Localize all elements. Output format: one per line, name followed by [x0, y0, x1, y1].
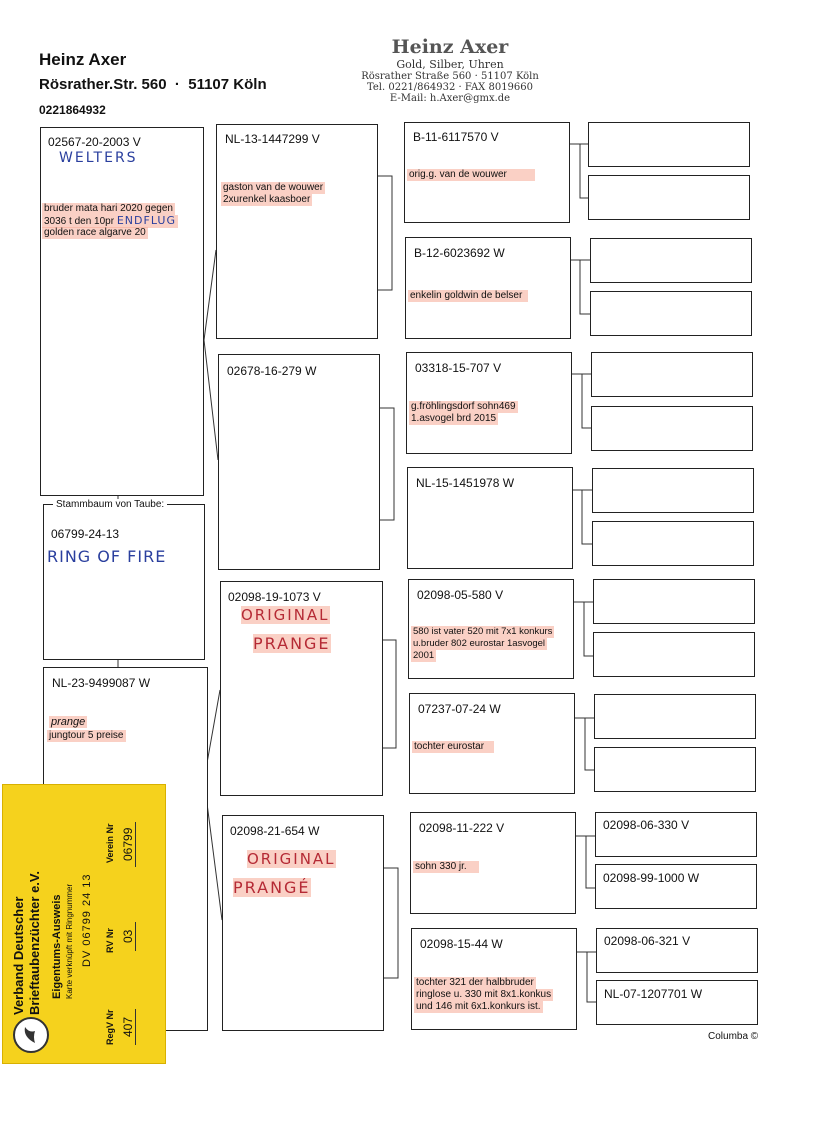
- gen4-box-2: [588, 175, 750, 220]
- gen4-box-1: [588, 122, 750, 167]
- connector-g3-3: [571, 374, 591, 428]
- gen2-4-hand-1: ORIGINAL: [247, 850, 336, 868]
- gen3-box-6: [409, 693, 575, 794]
- gen2-box-1: [216, 124, 378, 339]
- gen3-7-note-1: sohn 330 jr.: [413, 861, 479, 873]
- connector-g3-4: [572, 490, 592, 544]
- gen3-ring-2: B-12-6023692 W: [414, 246, 505, 260]
- card-regv-label: RegV Nr: [105, 1009, 115, 1045]
- dove-icon: [15, 1019, 47, 1051]
- gen3-box-7: [410, 812, 576, 914]
- gen3-ring-1: B-11-6117570 V: [413, 130, 499, 144]
- gen3-5-note-2: u.bruder 802 eurostar 1asvogel: [413, 638, 546, 649]
- ownership-card-rotated: [3, 785, 165, 1063]
- father-note-2-text: 3036 t den 10pr: [44, 216, 115, 227]
- card-logo: [13, 1017, 49, 1053]
- pigeon-label: Stammbaum von Taube:: [53, 499, 167, 510]
- gen2-3-hand-2: PRANGE: [253, 634, 331, 653]
- pigeon-box: [43, 499, 205, 660]
- gen3-box-5: [408, 579, 574, 679]
- connector-g3-7: [575, 836, 595, 888]
- connector-g2-4: [384, 868, 398, 978]
- gen3-3-note-2: 1.asvogel brd 2015: [411, 413, 497, 424]
- card-verein-label: Verein Nr: [105, 823, 115, 863]
- father-box: [40, 127, 204, 496]
- card-org-1: Verband Deutscher: [11, 896, 26, 1015]
- header-center-name: Heinz Axer: [391, 36, 509, 58]
- gen4-ring-16: NL-07-1207701 W: [604, 987, 703, 1001]
- gen2-1-note-2: 2xurenkel kaasboer: [223, 194, 311, 205]
- card-ring-number: DV 06799 24 13: [81, 873, 93, 967]
- pigeon-name: RING OF FIRE: [47, 547, 167, 566]
- gen3-1-note-1: orig.g. van de wouwer: [407, 169, 535, 181]
- gen2-ring-2: 02678-16-279 W: [227, 364, 317, 378]
- gen4-box-16: [596, 980, 758, 1025]
- gen3-3-note-1: g.fröhlingsdorf sohn469: [411, 401, 516, 412]
- gen4-box-12: [594, 747, 756, 792]
- gen3-box-3: [406, 352, 572, 454]
- gen3-5-note-1: 580 ist vater 520 mit 7x1 konkurs: [413, 626, 553, 637]
- header-center-email: E-Mail: h.Axer@gmx.de: [389, 93, 511, 104]
- gen4-ring-13: 02098-06-330 V: [603, 818, 690, 832]
- gen3-5-note-3: 2001: [413, 650, 435, 661]
- gen2-box-2: [218, 354, 380, 570]
- father-name: WELTERS: [59, 150, 138, 166]
- connector-g3-1: [570, 144, 588, 198]
- gen2-ring-3: 02098-19-1073 V: [228, 590, 321, 604]
- gen2-box-3: [220, 581, 383, 796]
- gen2-ring-1: NL-13-1447299 V: [225, 132, 320, 146]
- connector-g2-3: [382, 640, 396, 748]
- card-rv-label: RV Nr: [105, 928, 115, 953]
- connector-g2-1: [378, 176, 392, 290]
- gen4-box-9: [593, 579, 755, 624]
- gen4-box-14: [595, 864, 757, 909]
- gen2-3-hand-1: ORIGINAL: [241, 606, 330, 624]
- header-left-name: Heinz Axer: [39, 50, 127, 69]
- gen3-8-note-1: tochter 321 der halbbruder: [416, 977, 534, 988]
- card-org-2: Brieftaubenzüchter e.V.: [27, 870, 42, 1015]
- header-left-address: Rösrather.Str. 560 · 51107 Köln: [39, 76, 267, 93]
- header-left-phone: 0221864932: [39, 103, 106, 117]
- gen3-8-note-3: und 146 mit 6x1.konkurs ist.: [416, 1001, 541, 1012]
- connector-g3-5: [573, 602, 593, 656]
- gen2-1-note-1: gaston van de wouwer: [223, 182, 324, 193]
- ownership-card: [2, 784, 166, 1064]
- gen3-ring-8: 02098-15-44 W: [420, 937, 503, 951]
- gen4-box-13: [595, 812, 757, 857]
- footer-copyright: Columba ©: [708, 1031, 759, 1042]
- card-subtitle: Karte verknüpft mit Ringnummer: [65, 883, 74, 999]
- card-title: Eigentums-Ausweis: [51, 894, 63, 999]
- gen3-box-1: [404, 122, 570, 223]
- gen4-ring-14: 02098-99-1000 W: [603, 871, 700, 885]
- header-center-tagline: Gold, Silber, Uhren: [396, 58, 504, 71]
- gen4-ring-15: 02098-06-321 V: [604, 934, 691, 948]
- gen4-box-15: [596, 928, 758, 973]
- gen3-6-note-1: tochter eurostar: [412, 741, 494, 753]
- connector-g2-2: [380, 408, 394, 520]
- pigeon-ring: 06799-24-13: [51, 527, 120, 541]
- father-note-hand: ENDFLUG: [116, 214, 176, 227]
- gen3-ring-3: 03318-15-707 V: [415, 361, 502, 375]
- connector-g3-6: [574, 718, 594, 770]
- header-center-tel: Tel. 0221/864932 · FAX 8019660: [366, 82, 534, 93]
- card-rv-value: 03: [121, 922, 136, 951]
- father-note-1: bruder mata hari 2020 gegen: [44, 203, 173, 214]
- gen3-8-note-2: ringlose u. 330 mit 8x1.konkus: [416, 989, 552, 1000]
- mother-ring: NL-23-9499087 W: [52, 676, 151, 690]
- gen2-box-4: [222, 815, 384, 1031]
- gen3-2-note-1: enkelin goldwin de belser: [408, 290, 528, 302]
- gen3-ring-7: 02098-11-222 V: [419, 821, 505, 835]
- father-ring: 02567-20-2003 V: [48, 135, 141, 149]
- gen3-box-4: [407, 467, 573, 569]
- gen3-box-2: [405, 237, 571, 339]
- card-verein-value: 06799: [121, 822, 136, 867]
- gen3-ring-4: NL-15-1451978 W: [416, 476, 515, 490]
- gen2-ring-4: 02098-21-654 W: [230, 824, 320, 838]
- gen3-ring-5: 02098-05-580 V: [417, 588, 504, 602]
- gen4-box-7: [592, 468, 754, 513]
- gen4-box-6: [591, 406, 753, 451]
- gen4-box-3: [590, 238, 752, 283]
- gen4-box-10: [593, 632, 755, 677]
- card-regv-value: 407: [121, 1009, 136, 1045]
- gen3-box-8: [411, 928, 577, 1030]
- gen4-box-8: [592, 521, 754, 566]
- gen3-ring-6: 07237-07-24 W: [418, 702, 501, 716]
- mother-note: jungtour 5 preise: [49, 730, 124, 741]
- connector-g3-2: [570, 260, 590, 314]
- mother-name: prange: [51, 716, 86, 728]
- gen4-box-5: [591, 352, 753, 397]
- connector-g3-8: [576, 952, 596, 1002]
- gen4-box-11: [594, 694, 756, 739]
- gen2-4-hand-2: PRANGÉ: [233, 878, 311, 897]
- father-note-3: golden race algarve 20: [44, 227, 146, 238]
- header-center-address: Rösrather Straße 560 · 51107 Köln: [361, 71, 539, 82]
- gen4-box-4: [590, 291, 752, 336]
